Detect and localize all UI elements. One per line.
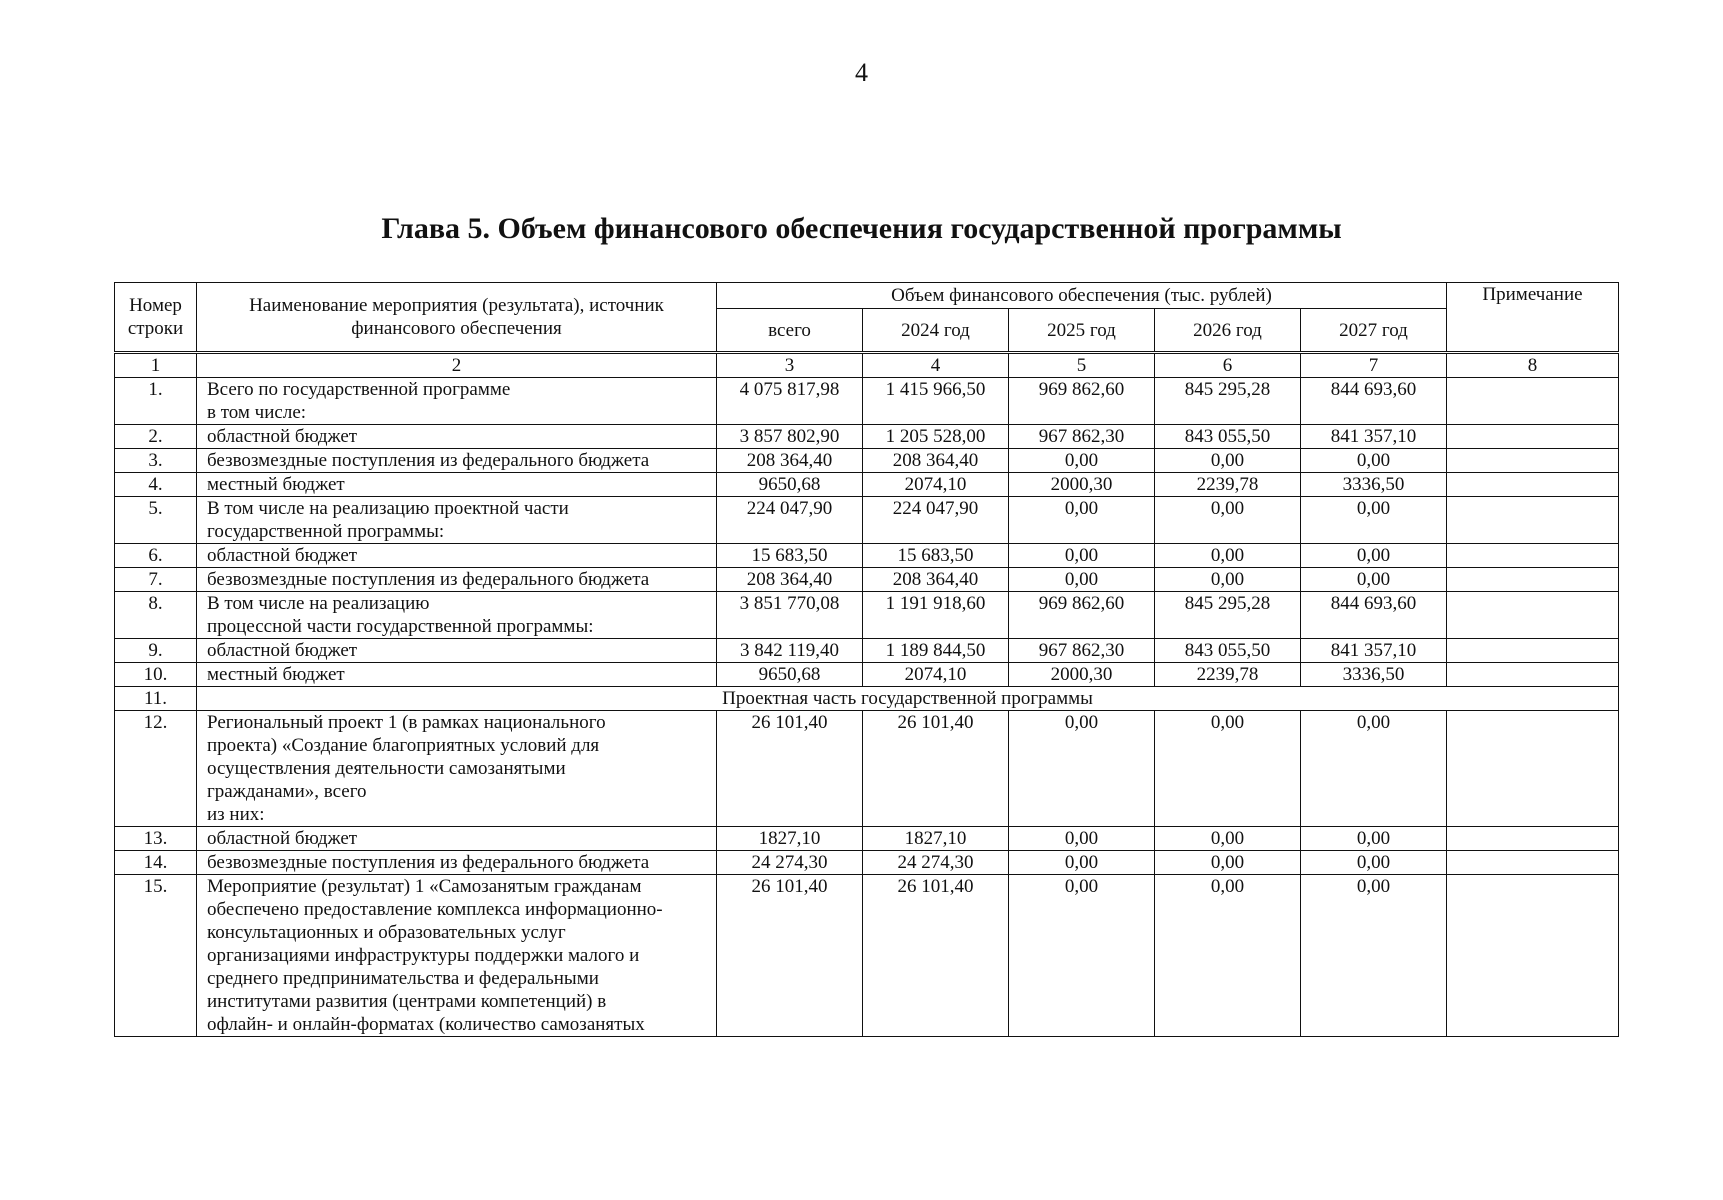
amount-cell-y2024: 1 191 918,60 — [863, 592, 1009, 639]
page-number: 4 — [855, 58, 868, 87]
amount-cell-y2025: 0,00 — [1009, 827, 1155, 851]
note-cell — [1447, 449, 1619, 473]
note-cell — [1447, 663, 1619, 687]
table-row — [115, 851, 1619, 875]
amount-cell-y2024: 224 047,90 — [863, 497, 1009, 544]
amount-cell-y2024: 208 364,40 — [863, 449, 1009, 473]
row-number-cell: 13. — [115, 827, 197, 851]
amount-cell-y2027: 841 357,10 — [1301, 639, 1447, 663]
column-number: 1 — [115, 353, 197, 378]
table-row — [115, 449, 1619, 473]
amount-cell-total: 9650,68 — [717, 663, 863, 687]
row-number-cell: 15. — [115, 875, 197, 1037]
note-cell — [1447, 639, 1619, 663]
row-number-cell: 5. — [115, 497, 197, 544]
amount-cell-y2025: 0,00 — [1009, 851, 1155, 875]
amount-cell-y2025: 0,00 — [1009, 449, 1155, 473]
amount-cell-y2025: 2000,30 — [1009, 663, 1155, 687]
table-row — [115, 639, 1619, 663]
section-title-cell: Проектная часть государственной программы — [197, 687, 1619, 711]
amount-cell-y2025: 0,00 — [1009, 711, 1155, 827]
amount-cell-y2026: 0,00 — [1155, 827, 1301, 851]
amount-cell-y2024: 208 364,40 — [863, 568, 1009, 592]
amount-cell-y2027: 0,00 — [1301, 851, 1447, 875]
row-number-cell: 2. — [115, 425, 197, 449]
amount-cell-y2027: 0,00 — [1301, 568, 1447, 592]
header-2024: 2024 год — [863, 309, 1009, 353]
column-number: 5 — [1009, 353, 1155, 378]
amount-cell-total: 3 842 119,40 — [717, 639, 863, 663]
note-cell — [1447, 473, 1619, 497]
note-cell — [1447, 592, 1619, 639]
note-cell — [1447, 425, 1619, 449]
amount-cell-y2025: 0,00 — [1009, 497, 1155, 544]
table-row — [115, 378, 1619, 425]
amount-cell-y2024: 1827,10 — [863, 827, 1009, 851]
amount-cell-y2025: 0,00 — [1009, 875, 1155, 1037]
amount-cell-y2025: 967 862,30 — [1009, 639, 1155, 663]
row-number-cell: 14. — [115, 851, 197, 875]
amount-cell-y2027: 3336,50 — [1301, 663, 1447, 687]
note-cell — [1447, 827, 1619, 851]
table-row — [115, 497, 1619, 544]
amount-cell-total: 4 075 817,98 — [717, 378, 863, 425]
name-cell: В том числе на реализацию проектной части государственной программы: — [197, 497, 717, 544]
name-cell: безвозмездные поступления из федерального бюджета — [197, 568, 717, 592]
amount-cell-y2026: 0,00 — [1155, 497, 1301, 544]
amount-cell-y2024: 1 189 844,50 — [863, 639, 1009, 663]
note-cell — [1447, 544, 1619, 568]
amount-cell-y2027: 844 693,60 — [1301, 592, 1447, 639]
table-body — [115, 353, 1619, 1037]
amount-cell-y2027: 0,00 — [1301, 449, 1447, 473]
amount-cell-y2026: 0,00 — [1155, 711, 1301, 827]
row-number-cell: 10. — [115, 663, 197, 687]
table-row — [115, 711, 1619, 827]
amount-cell-y2026: 843 055,50 — [1155, 639, 1301, 663]
amount-cell-y2026: 2239,78 — [1155, 473, 1301, 497]
row-number-cell: 9. — [115, 639, 197, 663]
table-row — [115, 544, 1619, 568]
amount-cell-y2026: 845 295,28 — [1155, 592, 1301, 639]
table-row — [115, 663, 1619, 687]
row-number-cell: 1. — [115, 378, 197, 425]
header-note: Примечание — [1447, 283, 1619, 353]
column-number: 2 — [197, 353, 717, 378]
name-cell: Всего по государственной программе в том числе: — [197, 378, 717, 425]
amount-cell-y2027: 3336,50 — [1301, 473, 1447, 497]
amount-cell-y2025: 0,00 — [1009, 568, 1155, 592]
financing-table — [114, 282, 1619, 1037]
name-cell: областной бюджет — [197, 425, 717, 449]
note-cell — [1447, 497, 1619, 544]
note-cell — [1447, 875, 1619, 1037]
amount-cell-y2025: 969 862,60 — [1009, 592, 1155, 639]
amount-cell-y2026: 2239,78 — [1155, 663, 1301, 687]
name-cell: областной бюджет — [197, 639, 717, 663]
column-number: 7 — [1301, 353, 1447, 378]
amount-cell-y2027: 0,00 — [1301, 711, 1447, 827]
note-cell — [1447, 378, 1619, 425]
amount-cell-y2026: 843 055,50 — [1155, 425, 1301, 449]
column-number: 3 — [717, 353, 863, 378]
amount-cell-total: 224 047,90 — [717, 497, 863, 544]
name-cell: местный бюджет — [197, 663, 717, 687]
amount-cell-total: 9650,68 — [717, 473, 863, 497]
amount-cell-y2024: 1 205 528,00 — [863, 425, 1009, 449]
amount-cell-total: 24 274,30 — [717, 851, 863, 875]
amount-cell-y2024: 15 683,50 — [863, 544, 1009, 568]
amount-cell-total: 1827,10 — [717, 827, 863, 851]
row-number-cell: 11. — [115, 687, 197, 711]
name-cell: Региональный проект 1 (в рамках национального проекта) «Создание благоприятных условий для осуществления деятельности самозанятыми гражданами», всего из них: — [197, 711, 717, 827]
table-row — [115, 875, 1619, 1037]
amount-cell-y2024: 1 415 966,50 — [863, 378, 1009, 425]
amount-cell-y2024: 26 101,40 — [863, 711, 1009, 827]
table-row — [115, 568, 1619, 592]
table-row — [115, 592, 1619, 639]
name-cell: безвозмездные поступления из федерального бюджета — [197, 449, 717, 473]
header-2025: 2025 год — [1009, 309, 1155, 353]
row-number-cell: 3. — [115, 449, 197, 473]
amount-cell-total: 15 683,50 — [717, 544, 863, 568]
name-cell: безвозмездные поступления из федерального бюджета — [197, 851, 717, 875]
name-cell: местный бюджет — [197, 473, 717, 497]
amount-cell-y2026: 845 295,28 — [1155, 378, 1301, 425]
table-row — [115, 827, 1619, 851]
table-row — [115, 425, 1619, 449]
chapter-title: Глава 5. Объем финансового обеспечения государственной программы — [381, 212, 1342, 245]
row-number-cell: 4. — [115, 473, 197, 497]
name-cell: В том числе на реализацию процессной части государственной программы: — [197, 592, 717, 639]
name-cell: Мероприятие (результат) 1 «Самозанятым гражданам обеспечено предоставление комплекса информационно- консультационных и образовательных услуг организациями инфраструктуры поддержки малого и среднего предпринимательства и федеральными институтами развития (центрами компетенций) в офлайн- и онлайн-форматах (количество самозанятых — [197, 875, 717, 1037]
table-row — [115, 687, 1619, 711]
amount-cell-y2025: 969 862,60 — [1009, 378, 1155, 425]
row-number-cell: 7. — [115, 568, 197, 592]
amount-cell-y2024: 2074,10 — [863, 473, 1009, 497]
table-row — [115, 473, 1619, 497]
amount-cell-total: 26 101,40 — [717, 875, 863, 1037]
amount-cell-y2026: 0,00 — [1155, 851, 1301, 875]
amount-cell-total: 26 101,40 — [717, 711, 863, 827]
column-numbers-row — [115, 353, 1619, 378]
amount-cell-y2027: 0,00 — [1301, 544, 1447, 568]
header-2026: 2026 год — [1155, 309, 1301, 353]
amount-cell-y2026: 0,00 — [1155, 568, 1301, 592]
amount-cell-y2024: 26 101,40 — [863, 875, 1009, 1037]
column-number: 4 — [863, 353, 1009, 378]
amount-cell-total: 208 364,40 — [717, 449, 863, 473]
column-number: 8 — [1447, 353, 1619, 378]
row-number-cell: 12. — [115, 711, 197, 827]
amount-cell-y2027: 0,00 — [1301, 827, 1447, 851]
amount-cell-total: 208 364,40 — [717, 568, 863, 592]
amount-cell-y2027: 841 357,10 — [1301, 425, 1447, 449]
header-name: Наименование мероприятия (результата), источник финансового обеспечения — [197, 283, 717, 353]
note-cell — [1447, 568, 1619, 592]
amount-cell-total: 3 851 770,08 — [717, 592, 863, 639]
amount-cell-y2024: 24 274,30 — [863, 851, 1009, 875]
amount-cell-total: 3 857 802,90 — [717, 425, 863, 449]
amount-cell-y2026: 0,00 — [1155, 875, 1301, 1037]
amount-cell-y2025: 0,00 — [1009, 544, 1155, 568]
row-number-cell: 6. — [115, 544, 197, 568]
amount-cell-y2026: 0,00 — [1155, 449, 1301, 473]
amount-cell-y2027: 844 693,60 — [1301, 378, 1447, 425]
name-cell: областной бюджет — [197, 544, 717, 568]
header-total: всего — [717, 309, 863, 353]
header-volume: Объем финансового обеспечения (тыс. рублей) — [717, 283, 1447, 309]
name-cell: областной бюджет — [197, 827, 717, 851]
note-cell — [1447, 711, 1619, 827]
row-number-cell: 8. — [115, 592, 197, 639]
amount-cell-y2025: 2000,30 — [1009, 473, 1155, 497]
amount-cell-y2026: 0,00 — [1155, 544, 1301, 568]
column-number: 6 — [1155, 353, 1301, 378]
amount-cell-y2027: 0,00 — [1301, 497, 1447, 544]
header-row-number: Номер строки — [115, 283, 197, 353]
amount-cell-y2025: 967 862,30 — [1009, 425, 1155, 449]
note-cell — [1447, 851, 1619, 875]
header-2027: 2027 год — [1301, 309, 1447, 353]
amount-cell-y2027: 0,00 — [1301, 875, 1447, 1037]
amount-cell-y2024: 2074,10 — [863, 663, 1009, 687]
